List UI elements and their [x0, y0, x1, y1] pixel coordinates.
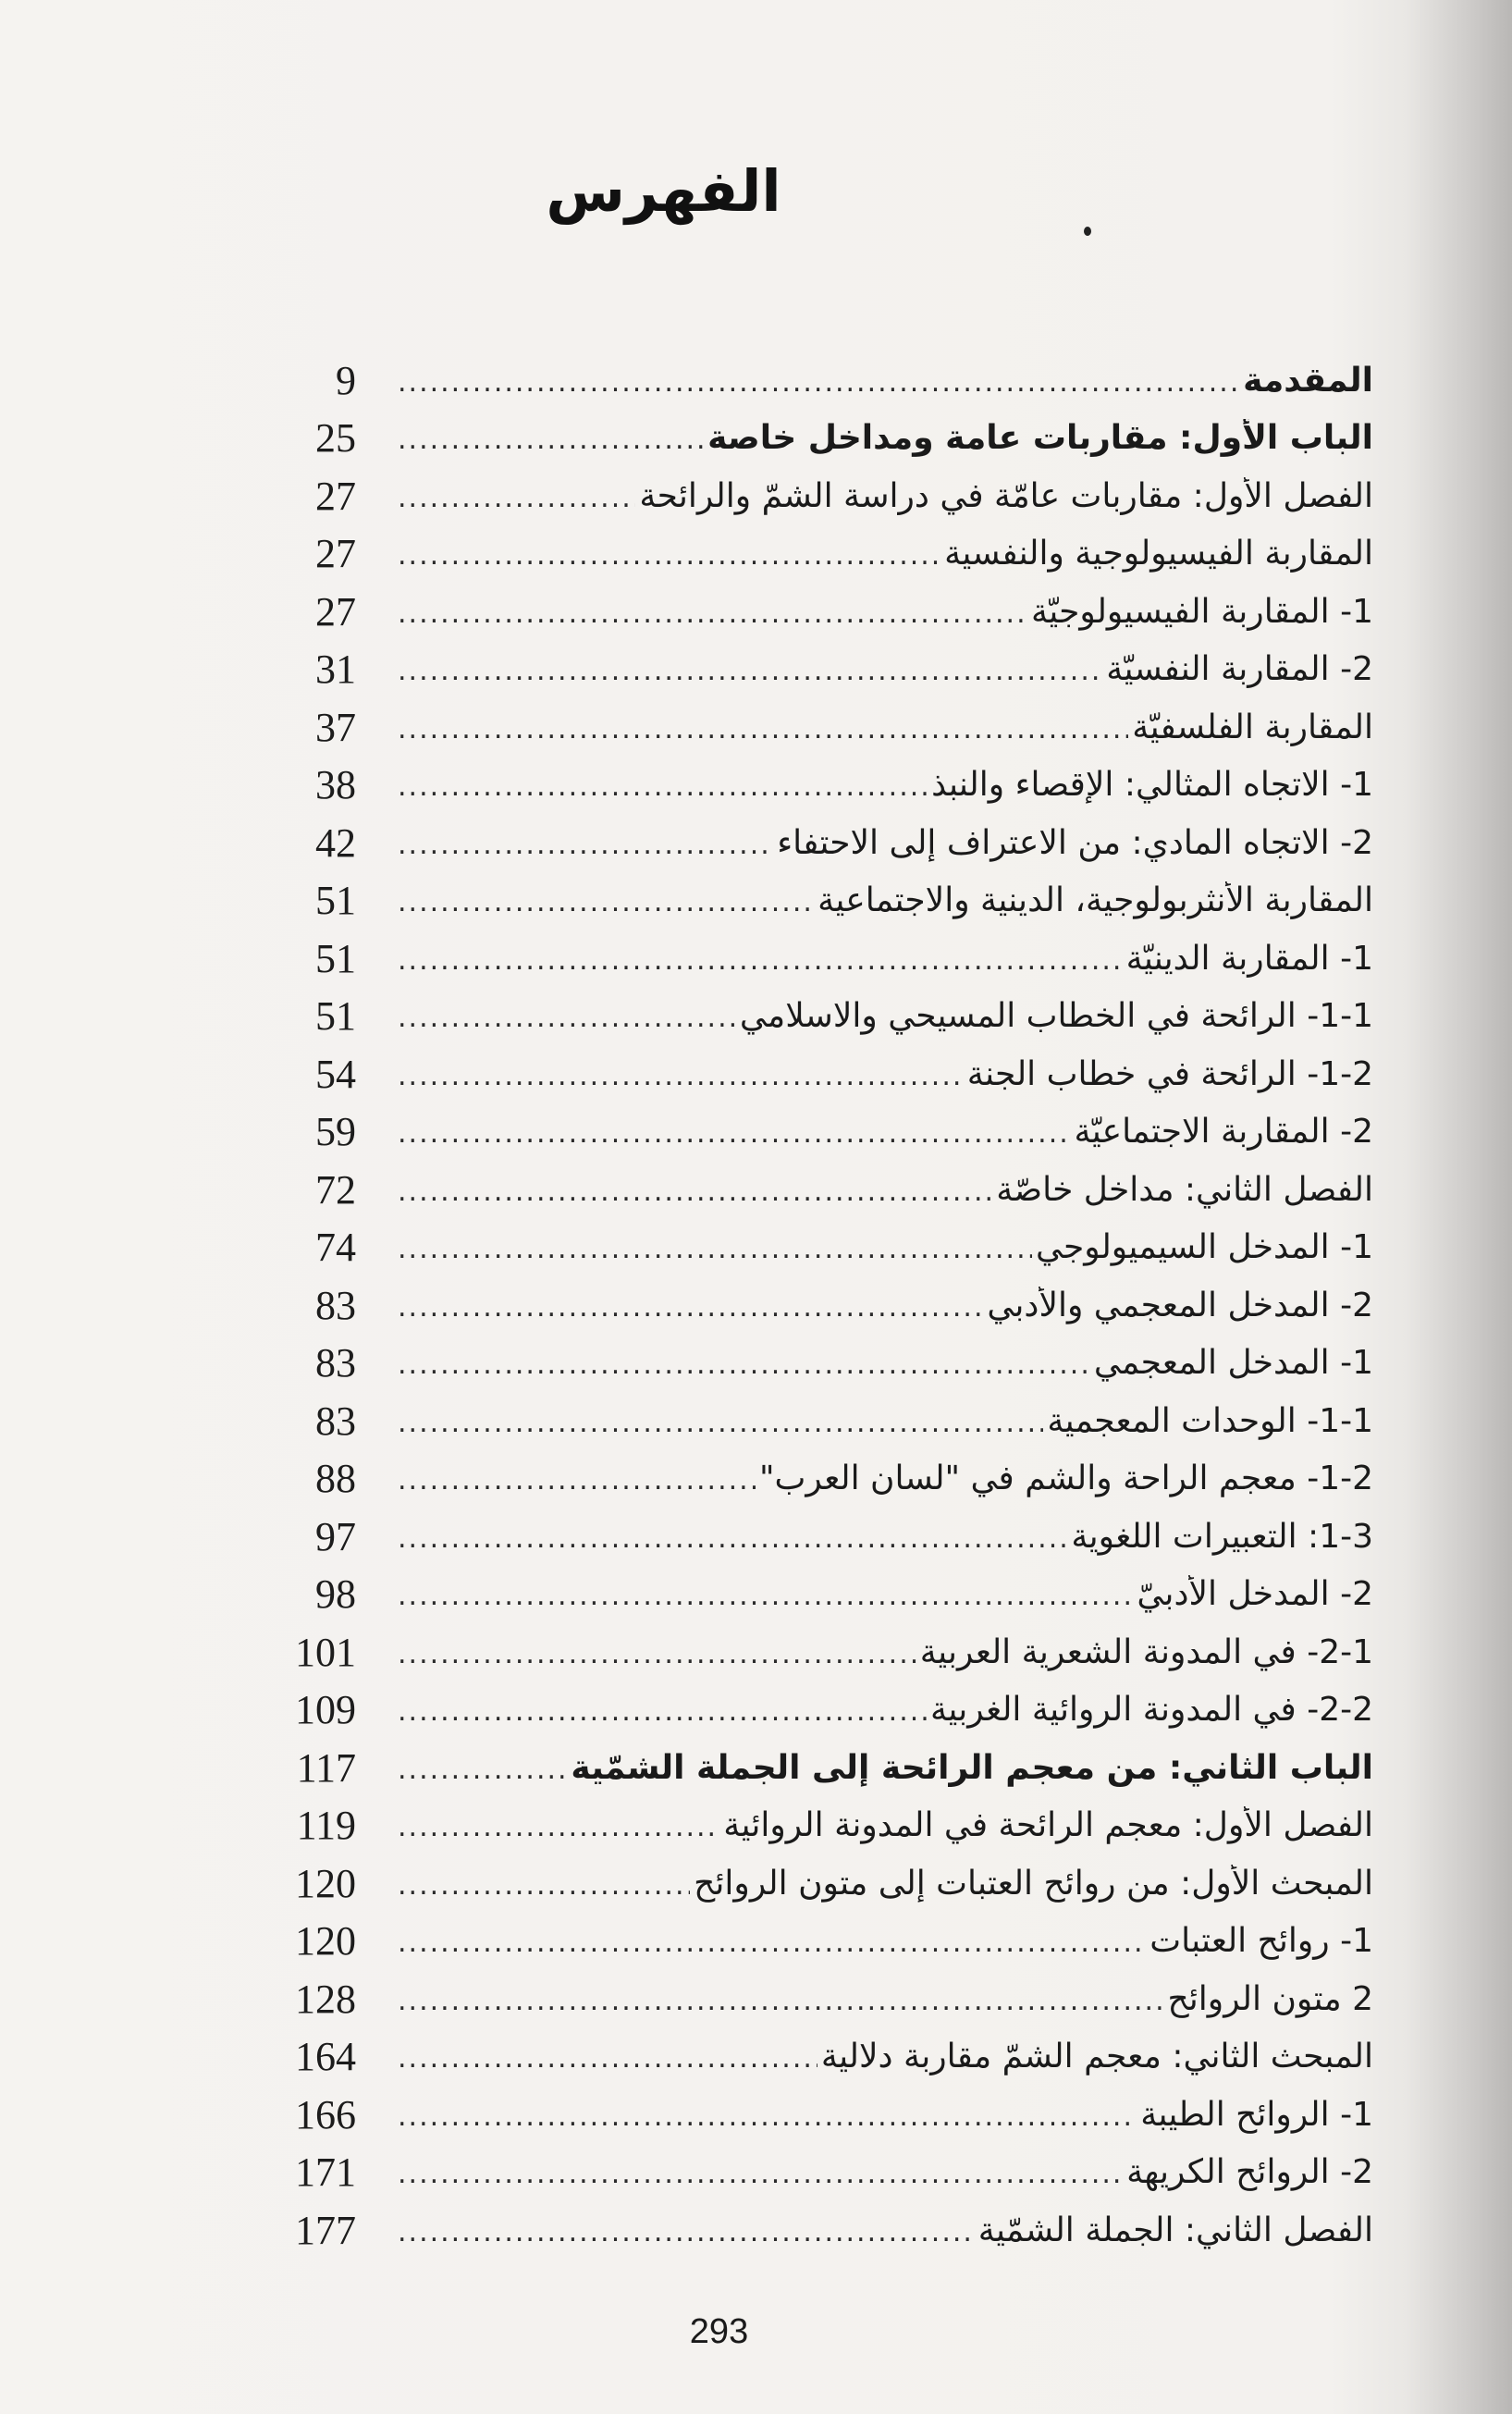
toc-entry-line: [398, 1865, 1373, 1903]
toc-leader-dots: [398, 1580, 1133, 1612]
toc-entry-label: 2- الاتجاه المادي: من الاعتراف إلى الاحتفاء: [777, 823, 1373, 862]
toc-leader-dots: [398, 2100, 1137, 2133]
toc-entry: [268, 698, 1373, 757]
toc-entry: [268, 525, 1373, 584]
toc-entry-page: 164: [295, 2034, 356, 2080]
toc-entry-page: 117: [296, 1744, 356, 1791]
toc-entry-line: [398, 708, 1373, 746]
toc-leader-dots: [398, 1291, 983, 1324]
toc-entry: [268, 1045, 1373, 1103]
toc-entry-label: 2- المقاربة النفسيّة: [1106, 650, 1373, 689]
toc-entry-label: 2- المدخل الأدبيّ: [1137, 1575, 1373, 1614]
toc-entry-page: 119: [296, 1803, 356, 1849]
toc-leader-dots: [398, 2216, 975, 2248]
toc-entry-label: الفصل الثاني: مداخل خاصّة: [996, 1170, 1373, 1209]
toc-leader-dots: [398, 829, 773, 861]
toc-entry-page: 51: [315, 993, 356, 1040]
toc-entry-label: 2- المدخل المعجمي والأدبي: [987, 1286, 1373, 1324]
toc-entry-page: 9: [336, 357, 356, 403]
toc-entry-label: 1- المدخل السيميولوجي: [1035, 1228, 1373, 1267]
toc-entry-label: 1-3: التعبيرات اللغوية: [1071, 1517, 1373, 1556]
toc-entry: [268, 1739, 1373, 1797]
toc-entry-line: [398, 650, 1373, 688]
toc-leader-dots: [398, 597, 1027, 630]
toc-entry-line: [398, 2211, 1373, 2249]
toc-entry-page: 38: [315, 762, 356, 808]
toc-entry-label: المبحث الأول: من روائح العتبات إلى متون الروائح: [694, 1864, 1373, 1903]
toc-entry: [268, 1970, 1373, 2028]
toc-entry-page: 51: [315, 935, 356, 981]
toc-entry-line: [398, 593, 1373, 631]
toc-leader-dots: [398, 713, 1128, 745]
toc-leader-dots: [398, 1869, 690, 1902]
toc-entry-page: 98: [315, 1571, 356, 1618]
toc-entry-label: المبحث الثاني: معجم الشمّ مقاربة دلالية: [820, 2038, 1373, 2076]
toc-entry-label: 1- المقاربة الفيسيولوجيّة: [1030, 592, 1373, 631]
toc-entry-label: 2-1- في المدونة الشعرية العربية: [919, 1632, 1373, 1671]
toc-entry: [268, 351, 1373, 410]
toc-entry-line: [398, 1055, 1373, 1093]
toc-entry: [268, 1392, 1373, 1450]
toc-entry: [268, 1450, 1373, 1509]
toc-entry-label: 1- روائح العتبات: [1149, 1922, 1373, 1961]
toc-entry-label: 1-1- الوحدات المعجمية: [1047, 1401, 1373, 1440]
toc-entry: [268, 1913, 1373, 1971]
toc-entry-label: 2 متون الروائح: [1167, 1979, 1373, 2018]
toc-entry-label: المقاربة الفيسيولوجية والنفسية: [944, 535, 1373, 573]
toc-entry-page: 27: [315, 531, 356, 577]
ink-speck: [1084, 227, 1091, 236]
toc-entry: [268, 930, 1373, 988]
toc-leader-dots: [398, 1060, 964, 1092]
toc-entry: [268, 1566, 1373, 1624]
toc-entry: [268, 757, 1373, 815]
toc-entry-page: 59: [315, 1109, 356, 1155]
toc-entry-label: المقدمة: [1243, 361, 1373, 400]
toc-entry: [268, 1103, 1373, 1162]
toc-leader-dots: [398, 424, 704, 456]
toc-entry-line: [398, 824, 1373, 862]
toc-entry-page: 101: [295, 1629, 356, 1675]
toc-entry-page: 51: [315, 878, 356, 924]
toc-entry: [268, 1797, 1373, 1855]
toc-leader-dots: [398, 886, 814, 918]
toc-entry-page: 177: [295, 2207, 356, 2253]
toc-leader-dots: [398, 366, 1239, 399]
page-number: 293: [689, 2312, 749, 2351]
toc-entry-line: [398, 766, 1373, 804]
toc-entry: [268, 872, 1373, 930]
toc-entry-label: الفصل الثاني: الجملة الشمّية: [977, 2211, 1373, 2249]
toc-entry-line: [398, 1171, 1373, 1209]
table-of-contents: [268, 351, 1373, 2260]
toc-entry-line: [398, 1228, 1373, 1266]
toc-entry: [268, 2086, 1373, 2144]
toc-leader-dots: [398, 1233, 1032, 1265]
toc-entry: [268, 583, 1373, 641]
toc-entry-page: 120: [295, 1918, 356, 1964]
toc-entry-label: 1-1- الرائحة في الخطاب المسيحي والاسلامي: [739, 997, 1373, 1036]
toc-entry-page: 27: [315, 588, 356, 634]
toc-entry-page: 27: [315, 473, 356, 519]
toc-entry-line: [398, 1691, 1373, 1729]
toc-entry-line: [398, 419, 1373, 457]
toc-entry-line: [398, 940, 1373, 978]
toc-entry-line: [398, 1749, 1373, 1787]
toc-entry-page: 74: [315, 1225, 356, 1271]
toc-leader-dots: [398, 1811, 719, 1843]
toc-entry-line: [398, 1287, 1373, 1324]
toc-entry: [268, 1854, 1373, 1913]
toc-entry-page: 37: [315, 704, 356, 750]
toc-entry-page: 83: [315, 1398, 356, 1444]
toc-entry: [268, 2144, 1373, 2202]
toc-entry-label: المقاربة الفلسفيّة: [1132, 708, 1373, 746]
toc-entry-line: [398, 881, 1373, 919]
toc-entry: [268, 814, 1373, 872]
toc-entry: [268, 1161, 1373, 1219]
toc-entry: [268, 988, 1373, 1046]
toc-entry-label: 1- الاتجاه المثالي: الإقصاء والنبذ: [931, 766, 1373, 805]
toc-entry-line: [398, 1518, 1373, 1556]
toc-entry-page: 88: [315, 1456, 356, 1502]
toc-entry: [268, 1335, 1373, 1393]
toc-entry-page: 109: [295, 1687, 356, 1733]
toc-entry: [268, 1508, 1373, 1566]
toc-entry-line: [398, 997, 1373, 1035]
toc-leader-dots: [398, 1695, 927, 1728]
toc-entry-line: [398, 535, 1373, 573]
toc-entry-label: المقاربة الأنثربولوجية، الدينية والاجتماعية: [817, 881, 1373, 920]
toc-entry-label: الفصل الأول: مقاربات عامّة في دراسة الشمّ والرائحة: [639, 476, 1373, 515]
toc-entry-line: [398, 1575, 1373, 1613]
toc-entry-page: 128: [295, 1976, 356, 2022]
toc-entry-line: [398, 2096, 1373, 2134]
toc-leader-dots: [398, 1002, 736, 1034]
toc-entry-line: [398, 362, 1373, 400]
toc-leader-dots: [398, 539, 940, 572]
toc-entry-label: 1- المقاربة الدينيّة: [1125, 939, 1373, 978]
toc-leader-dots: [398, 944, 1123, 977]
toc-leader-dots: [398, 1927, 1146, 1959]
toc-entry-label: 1- المدخل المعجمي: [1093, 1344, 1373, 1383]
toc-entry-line: [398, 2153, 1373, 2191]
toc-entry-page: 25: [315, 415, 356, 462]
toc-entry-line: [398, 1980, 1373, 2018]
toc-entry: [268, 1681, 1373, 1740]
toc-entry-label: 1-2- معجم الراحة والشم في "لسان العرب": [758, 1459, 1373, 1498]
toc-entry-page: 83: [315, 1282, 356, 1328]
toc-entry-label: الباب الثاني: من معجم الرائحة إلى الجملة الشمّية: [571, 1748, 1373, 1787]
toc-leader-dots: [398, 1638, 916, 1670]
toc-entry-page: 31: [315, 647, 356, 693]
toc-entry: [268, 2201, 1373, 2260]
toc-entry-label: 1- الروائح الطيبة: [1140, 2095, 1373, 2134]
toc-entry-line: [398, 1344, 1373, 1382]
toc-entry-page: 166: [295, 2091, 356, 2137]
toc-leader-dots: [398, 2158, 1123, 2190]
toc-entry-line: [398, 1459, 1373, 1497]
toc-entry-label: 2- الروائح الكريهة: [1126, 2153, 1373, 2192]
toc-leader-dots: [398, 1349, 1090, 1381]
toc-entry-page: 42: [315, 819, 356, 866]
toc-leader-dots: [398, 1985, 1164, 2017]
toc-entry-line: [398, 1922, 1373, 1960]
toc-entry-page: 54: [315, 1051, 356, 1097]
toc-entry: [268, 410, 1373, 468]
toc-entry: [268, 467, 1373, 525]
toc-entry: [268, 1219, 1373, 1277]
toc-leader-dots: [398, 655, 1102, 687]
toc-entry-label: 2-2- في المدونة الروائية الغربية: [930, 1691, 1373, 1730]
toc-leader-dots: [398, 1176, 992, 1208]
toc-entry: [268, 2028, 1373, 2087]
toc-entry-line: [398, 1806, 1373, 1844]
toc-leader-dots: [398, 1522, 1067, 1555]
toc-leader-dots: [398, 482, 635, 514]
toc-entry: [268, 1276, 1373, 1335]
toc-leader-dots: [398, 1754, 567, 1786]
toc-leader-dots: [398, 1117, 1070, 1150]
toc-entry-page: 171: [295, 2149, 356, 2196]
toc-entry-label: 2- المقاربة الاجتماعيّة: [1074, 1113, 1373, 1152]
toc-entry-page: 97: [315, 1513, 356, 1559]
toc-entry-page: 83: [315, 1340, 356, 1386]
toc-leader-dots: [398, 770, 928, 803]
toc-entry-label: الباب الأول: مقاربات عامة ومداخل خاصة: [707, 419, 1373, 458]
toc-leader-dots: [398, 1407, 1043, 1439]
toc-entry-label: الفصل الأول: معجم الرائحة في المدونة الروائية: [723, 1806, 1373, 1845]
toc-leader-dots: [398, 2042, 817, 2075]
toc-entry: [268, 1623, 1373, 1681]
toc-entry-line: [398, 1402, 1373, 1440]
toc-entry-line: [398, 1113, 1373, 1151]
toc-entry-line: [398, 2038, 1373, 2075]
toc-entry-page: 120: [295, 1860, 356, 1906]
page-title: الفهرس: [546, 157, 781, 225]
toc-entry-line: [398, 1633, 1373, 1671]
toc-entry-label: 1-2- الرائحة في خطاب الجنة: [966, 1054, 1373, 1093]
toc-entry: [268, 641, 1373, 699]
toc-leader-dots: [398, 1464, 756, 1496]
toc-entry-page: 72: [315, 1166, 356, 1213]
toc-entry-line: [398, 477, 1373, 515]
